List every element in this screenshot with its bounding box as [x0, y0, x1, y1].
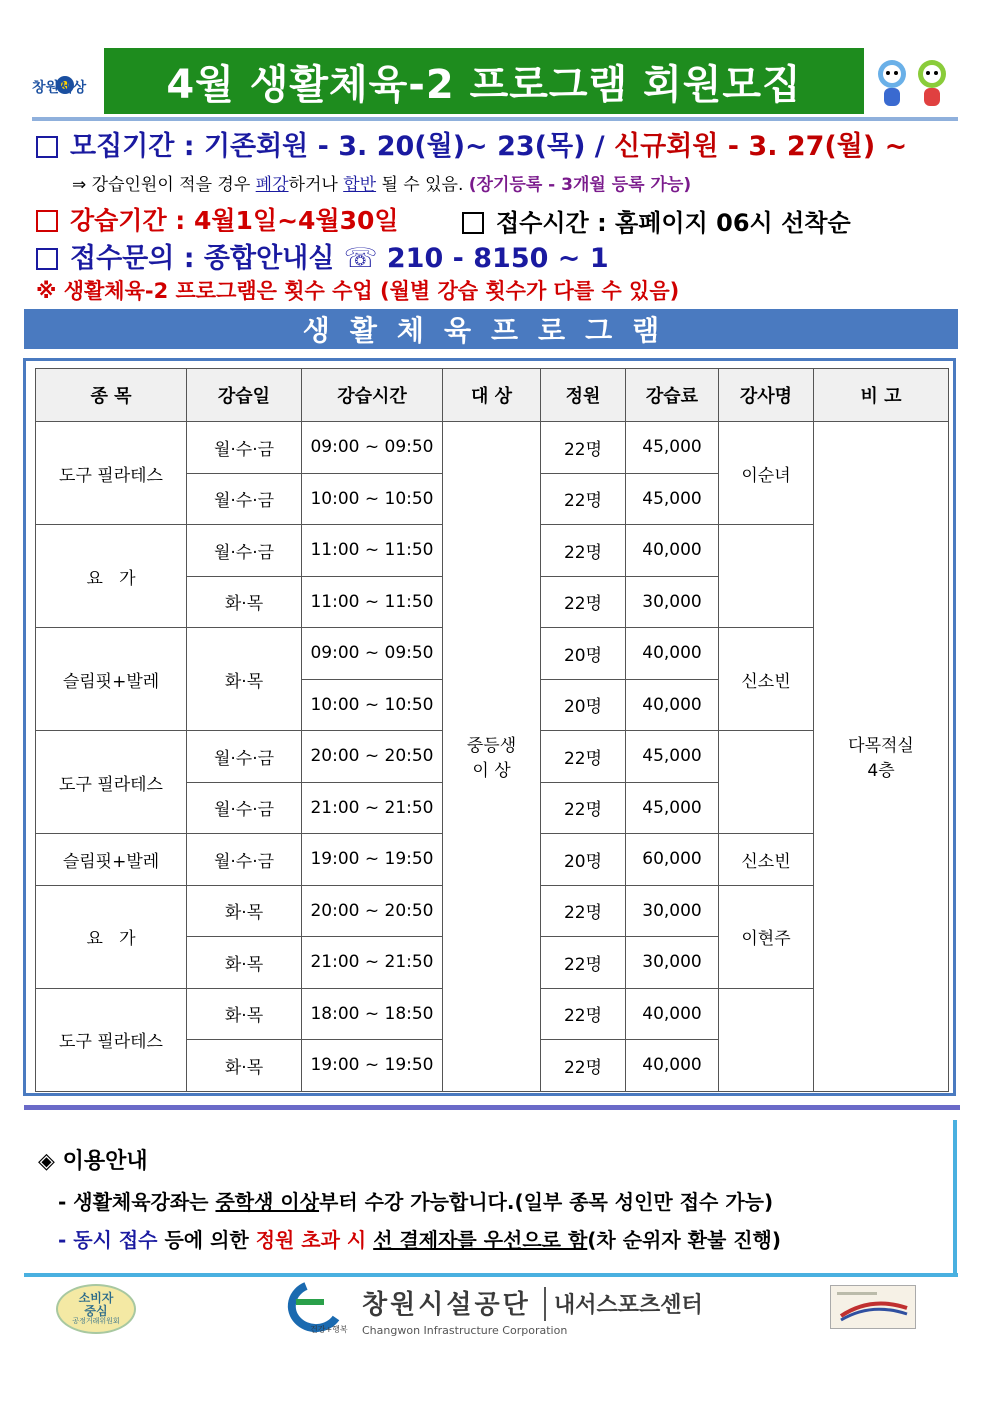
cell-day: 화·목 [187, 628, 302, 731]
checkbox-icon [36, 210, 58, 232]
cell-time: 11:00 ~ 11:50 [302, 525, 443, 577]
cell-teacher [719, 731, 814, 834]
cell-day: 월·수·금 [187, 422, 302, 474]
cell-time: 21:00 ~ 21:50 [302, 937, 443, 989]
mascot-icon [872, 54, 956, 112]
logo-text: 창원세상 [32, 80, 87, 96]
cell-fee: 40,000 [626, 679, 719, 731]
cell-teacher [719, 988, 814, 1091]
col-target: 대 상 [443, 369, 541, 422]
cell-capacity: 22명 [541, 937, 626, 989]
cell-time: 09:00 ~ 09:50 [302, 628, 443, 680]
cell-teacher: 신소빈 [719, 628, 814, 731]
cell-capacity: 20명 [541, 628, 626, 680]
cell-day: 월·수·금 [187, 782, 302, 834]
recruit-note: ⇒ 강습인원이 적을 경우 폐강하거나 합반 될 수 있음. (장기등록 - 3개월 등록 가능) [72, 175, 692, 195]
title-rule [32, 117, 958, 121]
cell-day: 월·수·금 [187, 525, 302, 577]
cell-capacity: 20명 [541, 679, 626, 731]
cell-capacity: 22명 [541, 782, 626, 834]
checkbox-icon [36, 248, 58, 270]
cell-fee: 45,000 [626, 731, 719, 783]
cell-sport: 도구 필라테스 [36, 422, 187, 525]
cell-sport: 요 가 [36, 885, 187, 988]
cell-teacher: 이현주 [719, 885, 814, 988]
inquiry: 접수문의 : 종합안내실 ☏ 210 - 8150 ~ 1 [36, 236, 609, 275]
notice-line: - 동시 접수 등에 의한 정원 초과 시 선 결제자를 우선으로 함(차 순위자 환불 진행) [58, 1228, 782, 1252]
cell-fee: 60,000 [626, 834, 719, 886]
consumer-seal [56, 1284, 136, 1334]
table-header-row [36, 369, 949, 422]
seal-subtext: 공정거래위원회 [72, 1317, 120, 1326]
corp-logo-text: 건강+행복 [310, 1325, 348, 1334]
cell-target: 중등생 이 상 [443, 422, 541, 1092]
cell-time: 10:00 ~ 10:50 [302, 473, 443, 525]
col-teacher: 강사명 [719, 369, 814, 422]
cell-fee: 40,000 [626, 988, 719, 1040]
corp-logo-icon [266, 1280, 348, 1336]
cell-day: 화·목 [187, 576, 302, 628]
reception-time: 접수시간 : 홈페이지 06시 선착순 [462, 203, 851, 238]
cell-fee: 45,000 [626, 473, 719, 525]
cell-capacity: 22명 [541, 988, 626, 1040]
cell-day: 화·목 [187, 937, 302, 989]
cell-day: 월·수·금 [187, 473, 302, 525]
warning-note: ※ 생활체육-2 프로그램은 횟수 수업 (월별 강습 횟수가 다를 수 있음) [36, 279, 680, 303]
section-banner: 생활체육프로그램 [24, 309, 958, 349]
cell-fee: 40,000 [626, 1040, 719, 1092]
cell-time: 09:00 ~ 09:50 [302, 422, 443, 474]
corp-name: 창원시설공단 [362, 1290, 531, 1320]
cell-time: 18:00 ~ 18:50 [302, 988, 443, 1040]
cell-note: 다목적실 4층 [814, 422, 949, 1092]
notice-line: - 생활체육강좌는 중학생 이상부터 수강 가능합니다.(일부 종목 성인만 접수 가능) [58, 1190, 774, 1214]
cell-capacity: 20명 [541, 834, 626, 886]
cell-sport: 도구 필라테스 [36, 988, 187, 1091]
cell-time: 19:00 ~ 19:50 [302, 1040, 443, 1092]
cell-time: 20:00 ~ 20:50 [302, 731, 443, 783]
notice-border [953, 1120, 957, 1275]
table-row [36, 422, 949, 474]
cell-time: 11:00 ~ 11:50 [302, 576, 443, 628]
cell-fee: 40,000 [626, 628, 719, 680]
cell-time: 19:00 ~ 19:50 [302, 834, 443, 886]
col-sport: 종 목 [36, 369, 187, 422]
cell-teacher [719, 525, 814, 628]
cell-capacity: 22명 [541, 576, 626, 628]
cell-day: 월·수·금 [187, 834, 302, 886]
cell-capacity: 22명 [541, 525, 626, 577]
col-fee: 강습료 [626, 369, 719, 422]
seal-text: 소비자 중심 [78, 1290, 114, 1319]
cell-teacher: 신소빈 [719, 834, 814, 886]
col-day: 강습일 [187, 369, 302, 422]
cell-time: 21:00 ~ 21:50 [302, 782, 443, 834]
checkbox-icon [462, 212, 484, 234]
cell-capacity: 22명 [541, 422, 626, 474]
cell-capacity: 22명 [541, 473, 626, 525]
cell-time: 20:00 ~ 20:50 [302, 885, 443, 937]
schedule-table [35, 368, 949, 1092]
cell-fee: 45,000 [626, 422, 719, 474]
cell-fee: 45,000 [626, 782, 719, 834]
cell-fee: 30,000 [626, 576, 719, 628]
corp-name-en: Changwon Infrastructure Corporation [362, 1324, 568, 1337]
cell-sport: 요 가 [36, 525, 187, 628]
cell-day: 화·목 [187, 1040, 302, 1092]
cell-time: 10:00 ~ 10:50 [302, 679, 443, 731]
cell-fee: 30,000 [626, 937, 719, 989]
cell-day: 화·목 [187, 988, 302, 1040]
center-name: 내서스포츠센터 [554, 1293, 703, 1318]
cell-sport: 슬림핏+발레 [36, 834, 187, 886]
col-time: 강습시간 [302, 369, 443, 422]
cell-day: 월·수·금 [187, 731, 302, 783]
table-bottom-rule [24, 1105, 960, 1110]
checkbox-icon [36, 136, 58, 158]
page-title: 4월 생활체육-2 프로그램 회원모집 [104, 48, 864, 114]
cell-capacity: 22명 [541, 885, 626, 937]
col-capacity: 정원 [541, 369, 626, 422]
cell-sport: 슬림핏+발레 [36, 628, 187, 731]
changwon-logo [30, 62, 100, 108]
cell-fee: 30,000 [626, 885, 719, 937]
cell-capacity: 22명 [541, 731, 626, 783]
cell-day: 화·목 [187, 885, 302, 937]
recruit-period: 모집기간 : 기존회원 - 3. 20(월)~ 23(목) / 신규회원 - 3. 27(월) ~ [36, 124, 907, 163]
cell-fee: 40,000 [626, 525, 719, 577]
cell-sport: 도구 필라테스 [36, 731, 187, 834]
cell-teacher: 이순녀 [719, 422, 814, 525]
award-badge-icon [830, 1285, 916, 1329]
col-note: 비 고 [814, 369, 949, 422]
class-period: 강습기간 : 4월1일~4월30일 [36, 201, 399, 237]
notice-title: ◈ 이용안내 [38, 1149, 148, 1174]
cell-capacity: 22명 [541, 1040, 626, 1092]
notice-border [24, 1273, 958, 1277]
divider [544, 1287, 546, 1321]
